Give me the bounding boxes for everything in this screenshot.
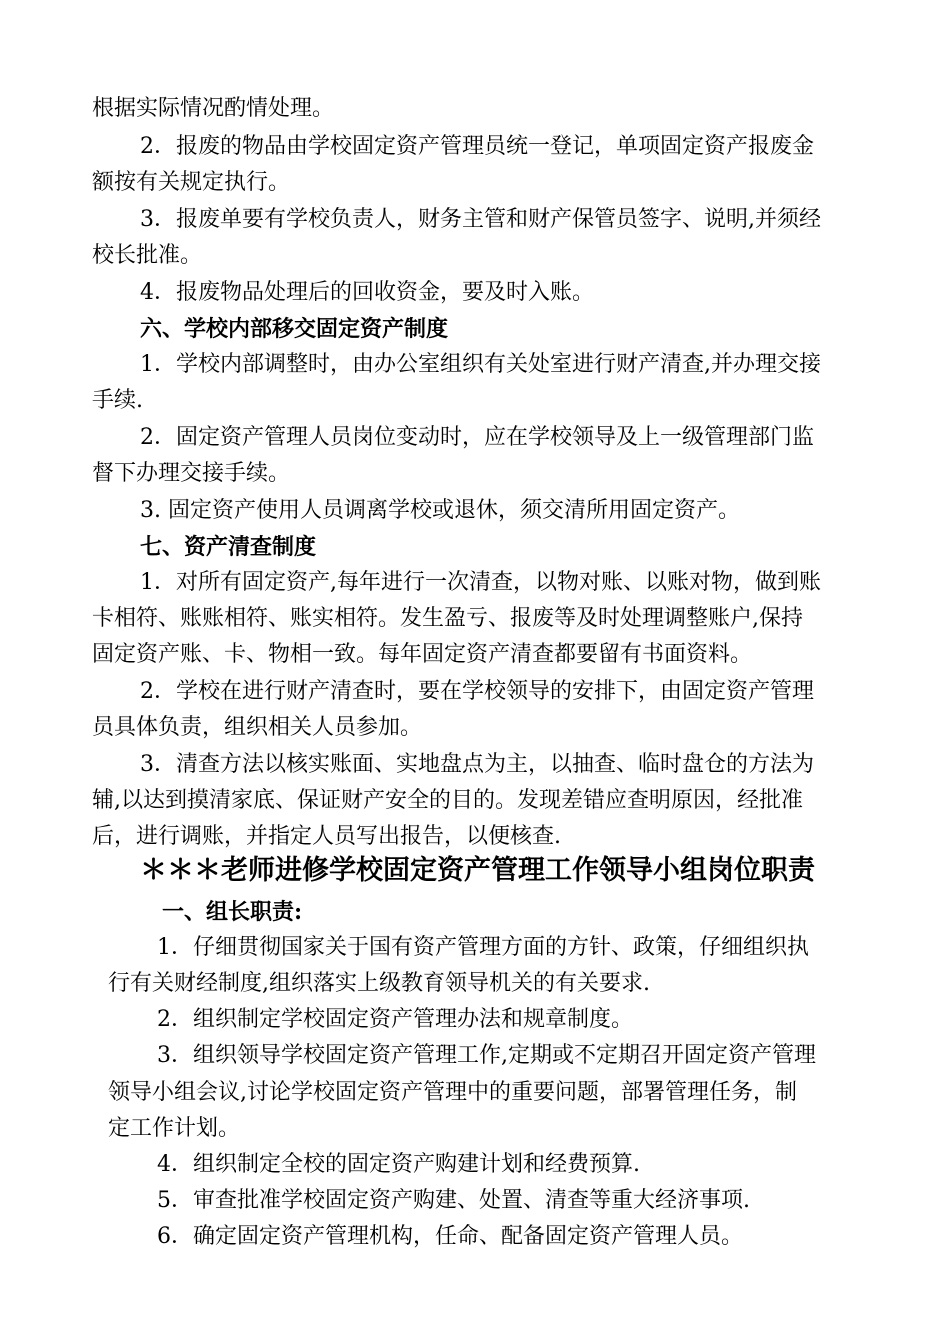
document-title: ＊＊＊老师进修学校固定资产管理工作领导小组岗位职责 [140, 855, 815, 886]
paragraph-line: 3. 固定资产使用人员调离学校或退休，须交清所用固定资产。 [140, 498, 740, 523]
paragraph-line: 根据实际情况酌情处理。 [92, 96, 335, 121]
paragraph-line: 卡相符、账账相符、账实相符。发生盈亏、报废等及时处理调整账户,保持 [92, 606, 803, 631]
paragraph-line: 2．固定资产管理人员岗位变动时，应在学校领导及上一级管理部门监 [140, 425, 814, 450]
paragraph-line: 1．对所有固定资产,每年进行一次清查，以物对账、以账对物，做到账 [140, 570, 821, 595]
paragraph-line: 6．确定固定资产管理机构，任命、配备固定资产管理人员。 [157, 1224, 743, 1249]
paragraph-line: 3．清查方法以核实账面、实地盘点为主，以抽查、临时盘仓的方法为 [140, 752, 814, 777]
paragraph-line: 4．报废物品处理后的回收资金，要及时入账。 [140, 280, 594, 305]
paragraph-line: 领导小组会议,讨论学校固定资产管理中的重要问题，部署管理任务，制 [108, 1080, 797, 1105]
section-heading: 一、组长职责: [162, 899, 303, 925]
paragraph-line: 1．学校内部调整时，由办公室组织有关处室进行财产清查,并办理交接 [140, 352, 821, 377]
paragraph-line: 固定资产账、卡、物相一致。每年固定资产清查都要留有书面资料。 [92, 642, 753, 667]
paragraph-line: 4．组织制定全校的固定资产购建计划和经费预算. [157, 1152, 640, 1177]
paragraph-line: 1．仔细贯彻国家关于国有资产管理方面的方针、政策，仔细组织执 [157, 935, 809, 960]
paragraph-line: 行有关财经制度,组织落实上级教育领导机关的有关要求. [108, 971, 650, 996]
paragraph-line: 辅,以达到摸清家底、保证财产安全的目的。发现差错应查明原因，经批准 [92, 788, 803, 813]
paragraph-line: 手续. [92, 388, 143, 413]
paragraph-line: 2．学校在进行财产清查时，要在学校领导的安排下，由固定资产管理 [140, 679, 814, 704]
paragraph-line: 员具体负责，组织相关人员参加。 [92, 715, 423, 740]
paragraph-line: 后，进行调账，并指定人员写出报告，以便核查. [92, 824, 561, 849]
paragraph-line: 5．审查批准学校固定资产购建、处置、清查等重大经济事项. [157, 1188, 750, 1213]
paragraph-line: 3．报废单要有学校负责人，财务主管和财产保管员签字、说明,并须经 [140, 207, 821, 232]
paragraph-line: 2．报废的物品由学校固定资产管理员统一登记，单项固定资产报废金 [140, 134, 814, 159]
paragraph-line: 定工作计划。 [108, 1116, 241, 1141]
paragraph-line: 3．组织领导学校固定资产管理工作,定期或不定期召开固定资产管理 [157, 1043, 816, 1068]
paragraph-line: 2．组织制定学校固定资产管理办法和规章制度。 [157, 1007, 633, 1032]
paragraph-line: 校长批准。 [92, 243, 203, 268]
section-heading: 七、资产清查制度 [140, 534, 317, 560]
section-heading: 六、学校内部移交固定资产制度 [140, 316, 449, 342]
paragraph-line: 额按有关规定执行。 [92, 170, 291, 195]
paragraph-line: 督下办理交接手续。 [92, 461, 291, 486]
